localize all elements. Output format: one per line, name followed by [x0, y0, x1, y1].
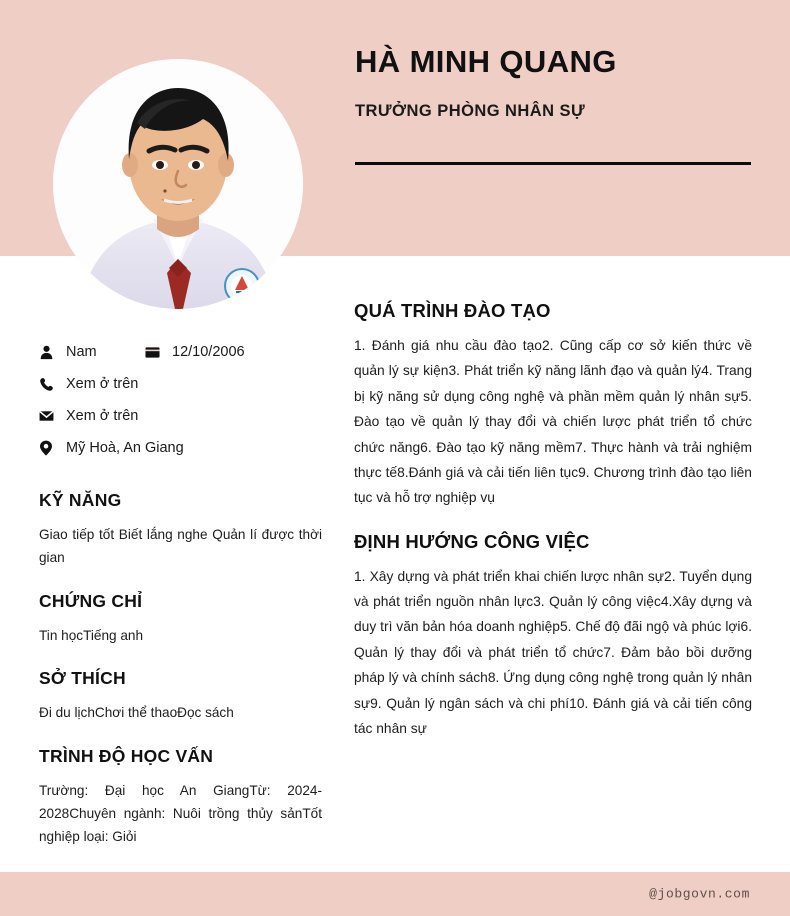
watermark: @jobgovn.com [649, 886, 750, 902]
contact-email [39, 408, 138, 424]
section-heading: SỞ THÍCH [39, 668, 126, 689]
contact-row [39, 368, 322, 400]
contact-row [39, 432, 322, 464]
contact-address-value: Mỹ Hoà, An Giang [66, 440, 184, 456]
section-heading: KỸ NĂNG [39, 490, 122, 510]
sidebar-section-hobbies [39, 668, 322, 724]
header-text [355, 44, 755, 121]
section-body: Tin họcTiếng anh [39, 627, 144, 643]
contact-address [39, 440, 184, 456]
sidebar-section-skills [39, 490, 322, 570]
avatar [53, 59, 303, 309]
person-icon [39, 345, 59, 360]
section-body: Giao tiếp tốt Biết lắng nghe Quản lí được thời gian [39, 527, 322, 566]
sidebar [39, 336, 322, 870]
contact-row [39, 400, 322, 432]
section-heading: QUÁ TRÌNH ĐÀO TẠO [354, 300, 551, 321]
section-body: 1. Đánh giá nhu cầu đào tạo2. Cũng cấp cơ sở kiến thức về quản lý sự kiện3. Phát triển kỹ năng lãnh đạo và quản lý4. Trang bị kỹ năng sử dụng công nghệ và phần mềm quản lý nhân sự5. Đào tạo về quản lý thay đổi và chiến lược phát triển tổ chức chức năng6. Đào tạo kỹ năng mềm7. Thực hành và trải nghiệm thực tế8.Đánh giá và cải tiến liên tục9. Chương trình đào tạo liên tục và hỗ trợ nghiệp vụ [354, 338, 752, 506]
contact-birthdate [145, 344, 245, 360]
section-body: Đi du lịchChơi thể thaoĐọc sách [39, 705, 234, 721]
phone-icon [39, 377, 59, 392]
job-title: TRƯỞNG PHÒNG NHÂN SỰ [355, 101, 586, 120]
contact-email-value: Xem ở trên [66, 408, 139, 424]
section-heading: ĐỊNH HƯỚNG CÔNG VIỆC [354, 530, 590, 552]
page-title: HÀ MINH QUANG [355, 44, 617, 79]
contact-phone [39, 376, 138, 392]
calendar-icon [145, 346, 165, 359]
sidebar-section-certificates [39, 591, 322, 647]
section-body: 1. Xây dựng và phát triển khai chiến lược nhân sự2. Tuyển dụng và phát triển nguồn nhân lực3. Quản lý công việc4.Xây dựng và duy trì văn bản hóa doanh nghiệp5. Chế độ đãi ngộ và phúc lợi6. Quản lý thay đổi và phát triển tổ chức7. Đảm bảo bồi dưỡng pháp lý và chính sách8. Ứng dụng công nghệ trong quản lý nhân sự9. Quản lý ngân sách và chi phí10. Đánh giá và cải tiến công tác nhân sự [354, 568, 752, 736]
envelope-icon [39, 410, 59, 422]
main-section-training [354, 300, 752, 511]
main-content [354, 300, 752, 761]
contact-phone-value: Xem ở trên [66, 376, 139, 392]
sidebar-section-education [39, 746, 322, 849]
contact-gender [39, 344, 145, 360]
contact-list [39, 336, 322, 464]
main-section-career-objective [354, 531, 752, 742]
section-body: Trường: Đại học An GiangTừ: 2024-2028Chuyên ngành: Nuôi trồng thủy sảnTốt nghiệp loại: Giỏi [39, 782, 322, 845]
location-pin-icon [39, 440, 59, 456]
contact-birthdate-value: 12/10/2006 [172, 344, 245, 360]
title-divider [355, 162, 751, 165]
contact-row [39, 336, 322, 368]
contact-gender-value: Nam [66, 344, 97, 360]
footer-band [0, 872, 790, 916]
section-heading: TRÌNH ĐỘ HỌC VẤN [39, 745, 214, 766]
section-heading: CHỨNG CHỈ [39, 590, 143, 611]
